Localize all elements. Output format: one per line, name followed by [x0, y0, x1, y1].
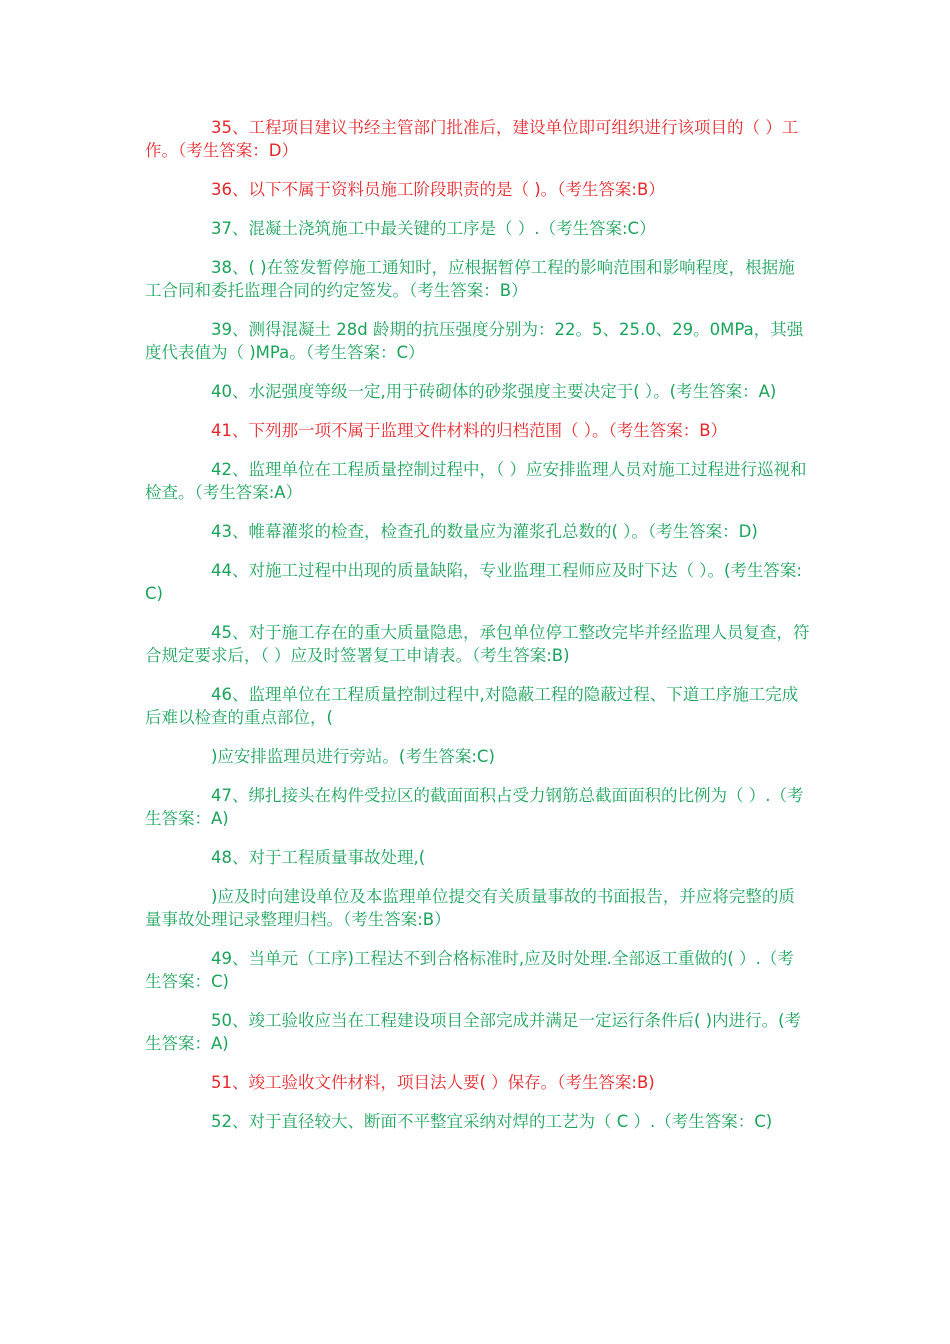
question-37: 37、混凝土浇筑施工中最关键的工序是（ ）.（考生答案:C） [211, 219, 656, 238]
question-42: 42、监理单位在工程质量控制过程中，（ ）应安排监理人员对施工过程进行巡视和检查。（考生答案:A） [145, 460, 807, 502]
question-47: 47、绑扎接头在构件受拉区的截面面积占受力钢筋总截面面积的比例为（ ）.（考生答案：A) [145, 786, 804, 828]
question-43: 43、帷幕灌浆的检查，检查孔的数量应为灌浆孔总数的( ）。（考生答案：D) [211, 522, 758, 541]
question-49: 49、当单元（工序)工程达不到合格标准时,应及时处理.全部返工重做的( ）.（考生答案：C) [145, 949, 794, 991]
question-35: 35、工程项目建议书经主管部门批准后，建设单位即可组织进行该项目的（ ）工作。（考生答案：D） [145, 118, 799, 160]
question-39: 39、测得混凝土 28d 龄期的抗压强度分别为：22。5、25.0、29。0MPa，其强度代表值为（ )MPa。（考生答案：C） [145, 320, 804, 362]
question-45: 45、对于施工存在的重大质量隐患，承包单位停工整改完毕并经监理人员复查，符合规定要求后，（ ）应及时签署复工申请表。（考生答案:B) [145, 623, 810, 665]
question-48: 48、对于工程质量事故处理,( [211, 848, 426, 867]
question-40: 40、水泥强度等级一定,用于砖砌体的砂浆强度主要决定于( ）。(考生答案：A) [211, 382, 777, 401]
question-38: 38、( )在签发暂停施工通知时，应根据暂停工程的影响范围和影响程度，根据施工合同和委托监理合同的约定签发。（考生答案：B） [145, 258, 795, 300]
question-44: 44、对施工过程中出现的质量缺陷，专业监理工程师应及时下达（ ）。(考生答案:C) [145, 561, 802, 603]
question-46-continuation: )应安排监理员进行旁站。(考生答案:C) [211, 747, 495, 766]
question-51: 51、竣工验收文件材料，项目法人要( ）保存。（考生答案:B) [211, 1073, 655, 1092]
question-36: 36、以下不属于资料员施工阶段职责的是（ )。（考生答案:B） [211, 180, 665, 199]
question-52: 52、对于直径较大、断面不平整宜采纳对焊的工艺为（ C ）.（考生答案：C) [211, 1112, 773, 1131]
question-46: 46、监理单位在工程质量控制过程中,对隐蔽工程的隐蔽过程、下道工序施工完成后难以检查的重点部位，( [145, 685, 799, 727]
question-50: 50、竣工验收应当在工程建设项目全部完成并满足一定运行条件后( )内进行。(考生答案：A) [145, 1011, 802, 1053]
document-page [145, 116, 810, 1149]
question-48-continuation: )应及时向建设单位及本监理单位提交有关质量事故的书面报告，并应将完整的质量事故处理记录整理归档。（考生答案:B） [145, 887, 795, 929]
question-41: 41、下列那一项不属于监理文件材料的归档范围（ ）。（考生答案：B） [211, 421, 728, 440]
